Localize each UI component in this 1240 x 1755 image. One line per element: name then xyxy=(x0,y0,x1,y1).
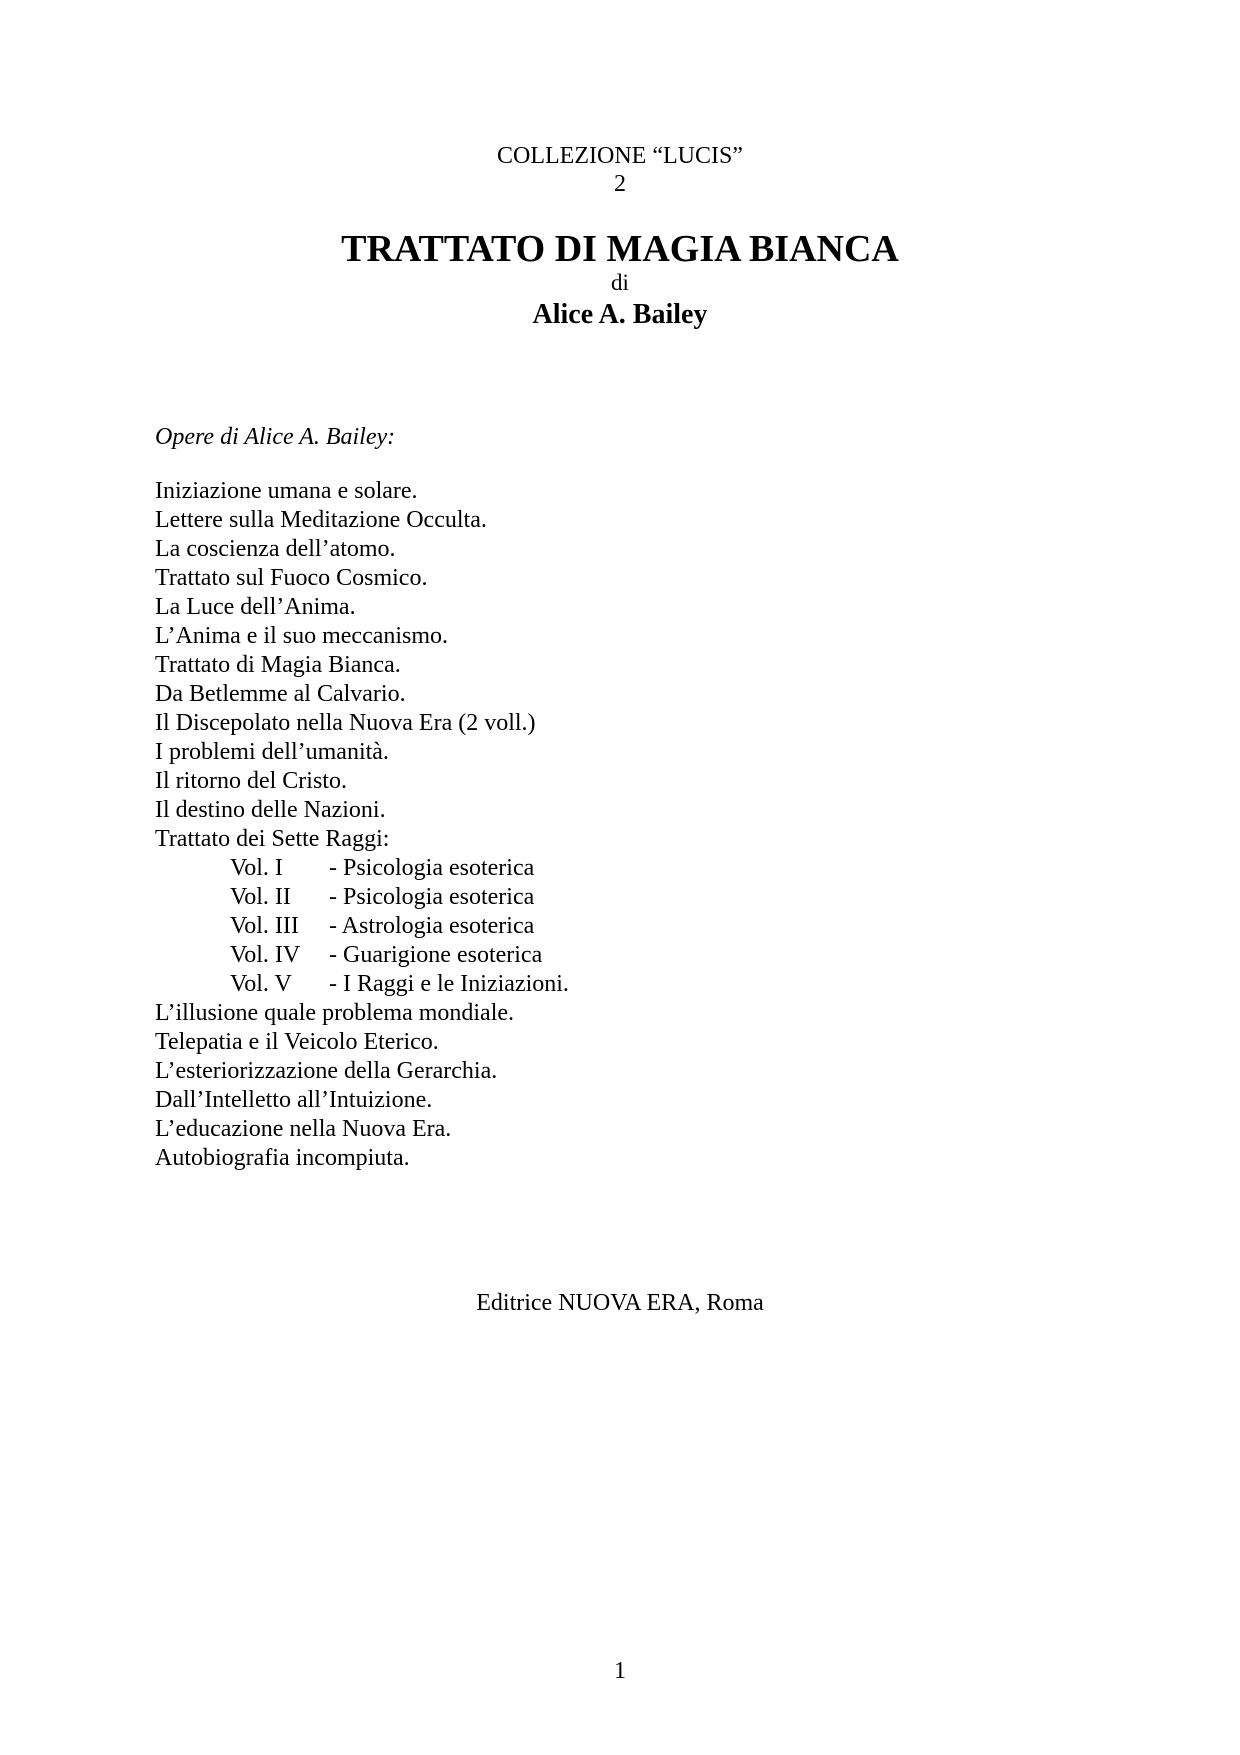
list-item: Telepatia e il Veicolo Eterico. xyxy=(155,1029,439,1055)
publisher-line: Editrice NUOVA ERA, Roma xyxy=(476,1290,764,1316)
list-item: L’Anima e il suo meccanismo. xyxy=(155,623,449,649)
list-item: Autobiografia incompiuta. xyxy=(155,1145,410,1171)
book-title: TRATTATO DI MAGIA BIANCA xyxy=(341,228,899,270)
list-item: Trattato di Magia Bianca. xyxy=(155,652,401,678)
volume-item xyxy=(155,941,569,970)
list-item: L’esteriorizzazione della Gerarchia. xyxy=(155,1058,498,1084)
list-item: Trattato dei Sette Raggi: xyxy=(155,826,390,852)
list-item: La Luce dell’Anima. xyxy=(155,594,356,620)
volume-description: - Guarigione esoterica xyxy=(329,942,543,968)
list-item: Trattato sul Fuoco Cosmico. xyxy=(155,565,428,591)
collection-number: 2 xyxy=(614,171,626,197)
volume-item xyxy=(155,912,569,941)
volume-item xyxy=(155,854,569,883)
list-item: La coscienza dell’atomo. xyxy=(155,536,396,562)
list-item: Il Discepolato nella Nuova Era (2 voll.) xyxy=(155,710,536,736)
works-list xyxy=(155,477,569,1173)
volume-description: - Psicologia esoterica xyxy=(329,884,535,910)
volume-number: Vol. I xyxy=(230,855,283,881)
volume-number: Vol. IV xyxy=(230,942,301,968)
list-item: Il ritorno del Cristo. xyxy=(155,768,347,794)
list-item: Dall’Intelletto all’Intuizione. xyxy=(155,1087,433,1113)
volume-description: - Psicologia esoterica xyxy=(329,855,535,881)
collection-header xyxy=(0,142,1240,198)
list-item: I problemi dell’umanità. xyxy=(155,739,389,765)
list-item: L’educazione nella Nuova Era. xyxy=(155,1116,452,1142)
list-item: L’illusione quale problema mondiale. xyxy=(155,1000,515,1026)
list-item: Iniziazione umana e solare. xyxy=(155,478,418,504)
volume-description: - Astrologia esoterica xyxy=(329,913,535,939)
volume-item xyxy=(155,883,569,912)
list-item: Da Betlemme al Calvario. xyxy=(155,681,406,707)
page-number: 1 xyxy=(614,1658,626,1684)
volume-number: Vol. III xyxy=(230,913,299,939)
volume-number: Vol. V xyxy=(230,971,292,997)
volume-description: - I Raggi e le Iniziazioni. xyxy=(329,971,569,997)
works-heading: Opere di Alice A. Bailey: xyxy=(155,424,396,450)
by-label: di xyxy=(611,270,629,295)
volume-number: Vol. II xyxy=(230,884,291,910)
list-item: Lettere sulla Meditazione Occulta. xyxy=(155,507,487,533)
list-item: Il destino delle Nazioni. xyxy=(155,797,386,823)
author-name: Alice A. Bailey xyxy=(532,299,708,330)
volume-item xyxy=(155,970,569,999)
collection-name: COLLEZIONE “LUCIS” xyxy=(497,143,743,169)
